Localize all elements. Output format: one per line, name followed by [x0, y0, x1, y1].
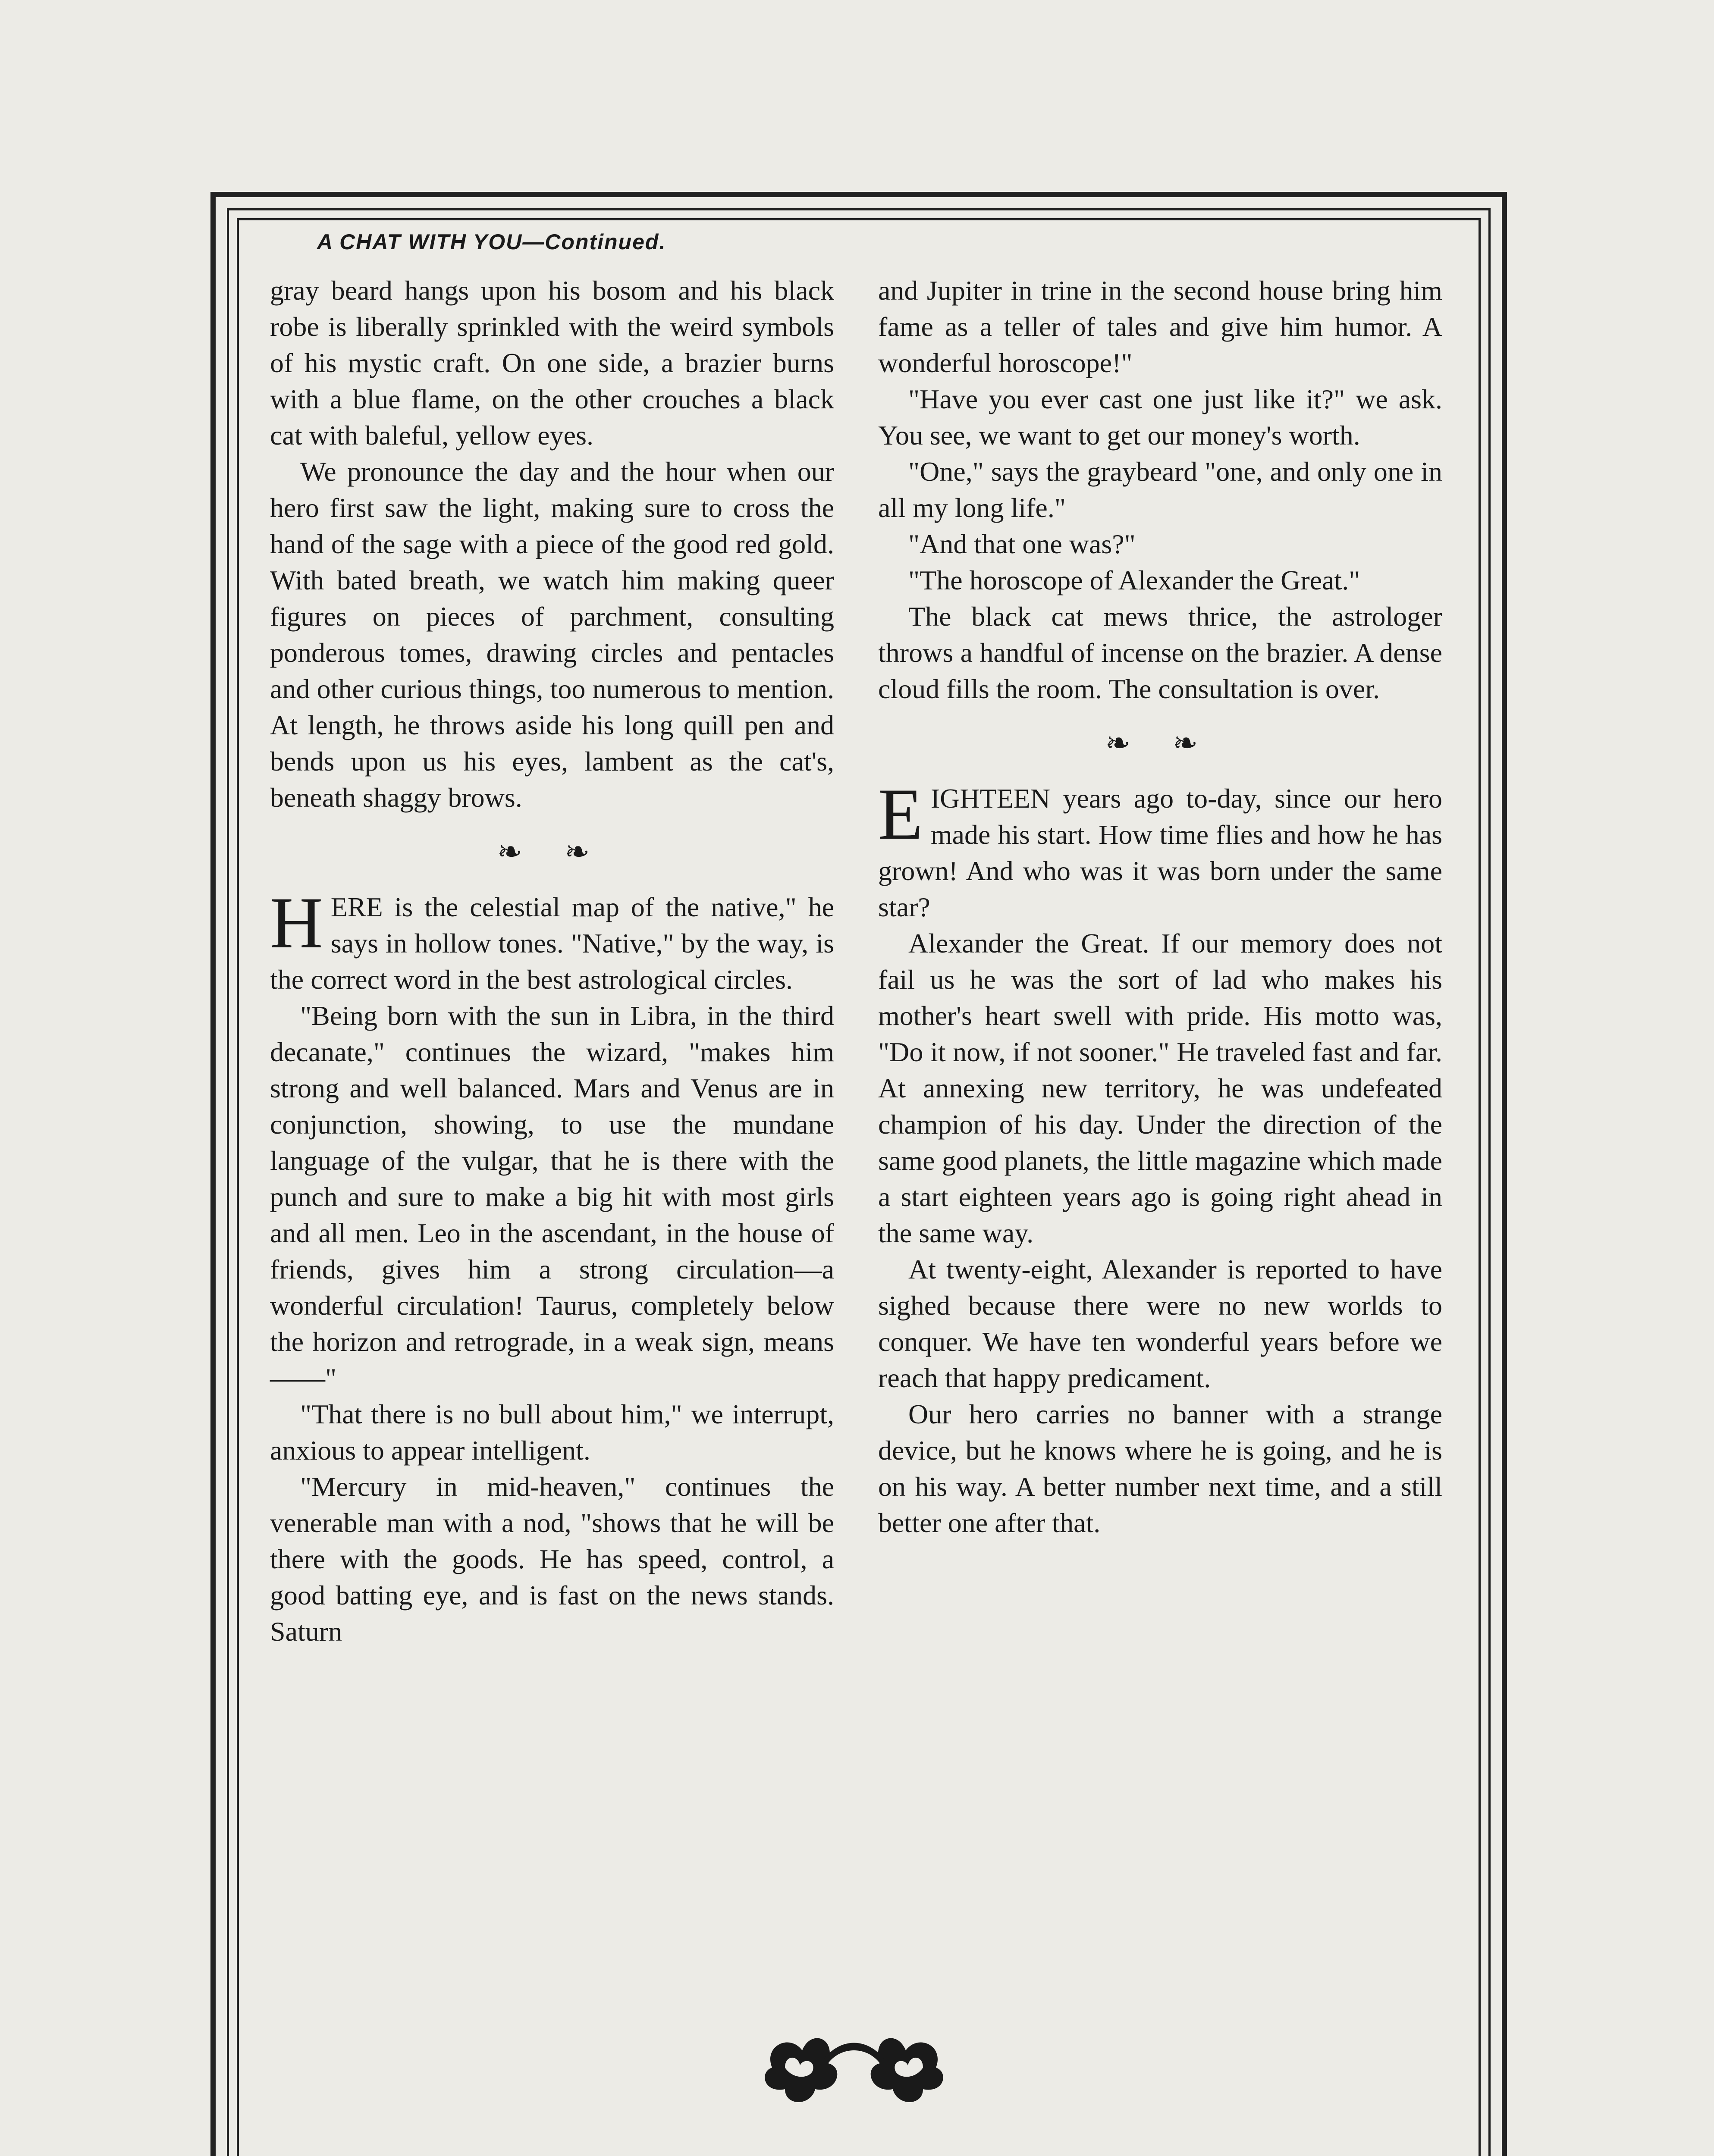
- paragraph: The black cat mews thrice, the astrologer throws a handful of incense on the brazier. A dense cloud fills the room. The consultation is over.: [878, 601, 1442, 704]
- drop-cap: H: [270, 882, 323, 963]
- section-header: A CHAT WITH YOU—Continued.: [317, 230, 666, 254]
- paragraph: gray beard hangs upon his bosom and his black robe is liberally sprinkled with the weird symbols of his mystic craft. On one side, a brazier burns with a blue flame, on the other crouches a black cat with baleful, yellow eyes.: [270, 275, 834, 451]
- paragraph-text: ERE is the celestial map of the native," he says in hollow tones. "Native," by the way, is the correct word in the best astrological circles.: [270, 892, 834, 995]
- paragraph: "And that one was?": [908, 529, 1136, 559]
- paragraph: "The horoscope of Alexander the Great.": [908, 565, 1360, 595]
- paragraph: We pronounce the day and the hour when our hero first saw the light, making sure to cross the hand of the sage with a piece of the good red gold. With bated breath, we watch him making queer figures on pieces of parchment, consulting ponderous tomes, drawing circles and pentacles and other curious things, too numerous to mention. At length, he throws aside his long quill pen and bends upon us his eyes, lambent as the cat's, beneath shaggy brows.: [270, 456, 834, 813]
- fleuron-divider-icon: ❧ ❧: [1105, 727, 1215, 760]
- paragraph-text: IGHTEEN years ago to-day, since our hero made his start. How time flies and how he has grown! And who was it was born under the same star?: [878, 783, 1442, 922]
- paragraph: "Being born with the sun in Libra, in the third decanate," continues the wizard, "makes him strong and well balanced. Mars and Venus are in conjunction, showing, to use the mundane language of the vulgar, that he is there with the punch and sure to make a big hit with most girls and all men. Leo in the ascendant, in the house of friends, gives him a strong circulation—a wonderful circulation! Taurus, completely below the horizon and retrograde, in a weak sign, means——": [270, 1000, 834, 1393]
- paragraph: "One," says the graybeard "one, and only one in all my long life.": [878, 456, 1442, 523]
- paragraph: "Have you ever cast one just like it?" we ask. You see, we want to get our money's worth.: [878, 384, 1442, 451]
- left-column: [270, 273, 834, 1650]
- fleuron-divider-icon: ❧ ❧: [497, 836, 607, 869]
- paragraph: At twenty-eight, Alexander is reported to have sighed because there were no new worlds to conquer. We have ten wonderful years before we reach that happy predicament.: [878, 1254, 1442, 1393]
- paragraph: "Mercury in mid-heaven," continues the venerable man with a nod, "shows that he will be there with the goods. He has speed, control, a good batting eye, and is fast on the news stands. Saturn: [270, 1471, 834, 1647]
- paragraph: Alexander the Great. If our memory does not fail us he was the sort of lad who makes his mother's heart swell with pride. His motto was, "Do it now, if not sooner." He traveled fast and far. At annexing new territory, he was undefeated champion of his day. Under the direction of the same good planets, the little magazine which made a start eighteen years ago is going right ahead in the same way.: [878, 928, 1442, 1248]
- paragraph: Our hero carries no banner with a strange device, but he knows where he is going, and he is on his way. A better number next time, and a still better one after that.: [878, 1399, 1442, 1538]
- paragraph: "That there is no bull about him," we interrupt, anxious to appear intelligent.: [270, 1399, 834, 1466]
- right-column: [878, 273, 1442, 1541]
- drop-cap: E: [878, 774, 923, 855]
- paragraph: and Jupiter in trine in the second house bring him fame as a teller of tales and give him humor. A wonderful horoscope!": [878, 275, 1442, 378]
- paragraph-dropcap: [270, 882, 834, 998]
- paragraph-dropcap: [878, 774, 1442, 925]
- floral-ornament-icon: [759, 2020, 949, 2111]
